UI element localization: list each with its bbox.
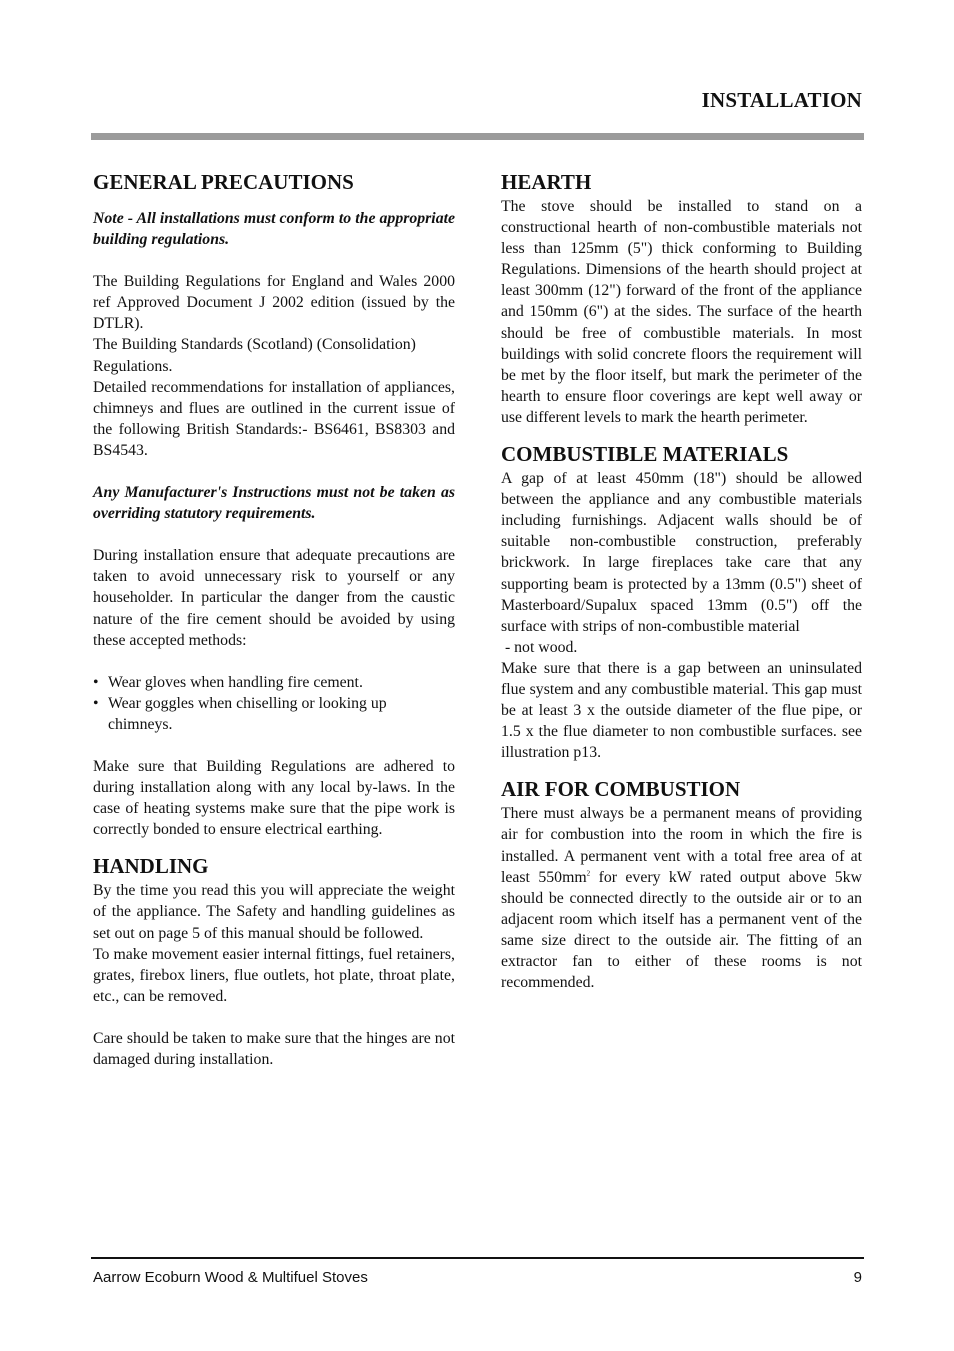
manufacturer-instructions-warning: Any Manufacturer's Instructions must not be taken as overriding statutory requirements. (93, 484, 455, 523)
flue-gap-paragraph: Make sure that there is a gap between an uninsulated flue system and any combustible material. This gap must be at least 3 x the outside diameter of the flue pipe, or 1.5 x the flue diameter to non combustible surfaces. see illustration p13. (501, 659, 862, 762)
local-bylaws-paragraph: Make sure that Building Regulations are adhered to during installation along with any local by-laws. In the case of heating systems make sure that the pipe work is correctly bonded to ensure electrical earthing. (93, 757, 455, 839)
footer-rule (91, 1257, 864, 1259)
page-number: 9 (853, 1269, 862, 1286)
building-regulations-paragraph: The Building Regulations for England and Wales 2000 ref Approved Document J 2002 edition (issued by the DTLR). (93, 273, 455, 333)
handling-heading: HANDLING (93, 854, 209, 879)
bullet-icon: • (93, 694, 99, 712)
list-item: • Wear gloves when handling fire cement. (93, 672, 455, 693)
handling-hinges-paragraph: Care should be taken to make sure that the hinges are not damaged during installation. (93, 1029, 455, 1068)
list-item: • Wear goggles when chiselling or looking up chimneys. (93, 694, 387, 733)
combustible-materials-heading: COMBUSTIBLE MATERIALS (501, 442, 789, 467)
general-precautions-heading: GENERAL PRECAUTIONS (93, 170, 354, 194)
british-standards-paragraph: Detailed recommendations for installation of appliances, chimneys and flues are outlined in the current issue of the following British Standards:- BS6461, BS8303 and BS4543. (93, 378, 455, 459)
safety-bullet-list (93, 672, 455, 735)
left-column (93, 168, 455, 1070)
installation-precautions-paragraph: During installation ensure that adequate precautions are taken to avoid unnecessary risk to yourself or any householder. In particular the danger from the caustic nature of the fire cement should be avoided by using these accepted methods: (93, 547, 455, 649)
handling-weight-paragraph: By the time you read this you will appreciate the weight of the appliance. The Safety and handling guidelines as set out on page 5 of this manual should be followed. (93, 882, 455, 942)
building-standards-paragraph: The Building Standards (Scotland) (Consolidation) Regulations. (93, 336, 416, 375)
right-column (501, 168, 862, 993)
handling-fittings-paragraph: To make movement easier internal fittings, fuel retainers, grates, firebox liners, flue outlets, hot plate, throat plate, etc., can be removed. (93, 945, 455, 1005)
hearth-paragraph: The stove should be installed to stand on a constructional hearth of non-combustible materials not less than 125mm (5") thick conforming to Building Regulations. Dimensions of the hearth should project at least 300mm (12") forward of the front of the appliance and 150mm (6") at the sides. The surface of the hearth should be free of combustible materials. In most buildings with solid concrete floors the requirement will be met by the floor itself, but mark the perimeter of the hearth to ensure floor coverings are kept well away or use different levels to mark the hearth perimeter. (501, 198, 862, 426)
header-rule (91, 133, 864, 140)
air-for-combustion-paragraph: There must always be a permanent means of providing air for combustion into the room in which the fire is installed. A permanent vent with a total free area of at least $550mm^2$ for every kW rated output above 5kw should be connected directly to the outside air or to an adjacent room which itself has a permanent vent of the same size direct to the outside air. The fitting of an extractor fan to either of these rooms is not recommended. (501, 805, 862, 992)
bullet-icon: • (93, 673, 99, 691)
hearth-heading: HEARTH (501, 170, 592, 194)
regulations-note: Note - All installations must conform to the appropriate building regulations. (93, 210, 455, 249)
section-title: INSTALLATION (701, 88, 862, 112)
combustible-gap-paragraph: A gap of at least 450mm (18") should be allowed between the appliance and any combustible materials including furnishings. Adjacent walls should be of suitable non-combustible construction, preferably brickwork. In large fireplaces take care that any supporting beam is protected by a 13mm (0.5") sheet of Masterboard/Supalux spaced 13mm (0.5") off the surface with strips of non-combustible material (501, 470, 862, 635)
combustible-not-wood-line: - not wood. (501, 638, 578, 656)
air-for-combustion-heading: AIR FOR COMBUSTION (501, 777, 741, 802)
footer-product-name: Aarrow Ecoburn Wood & Multifuel Stoves (93, 1269, 368, 1286)
